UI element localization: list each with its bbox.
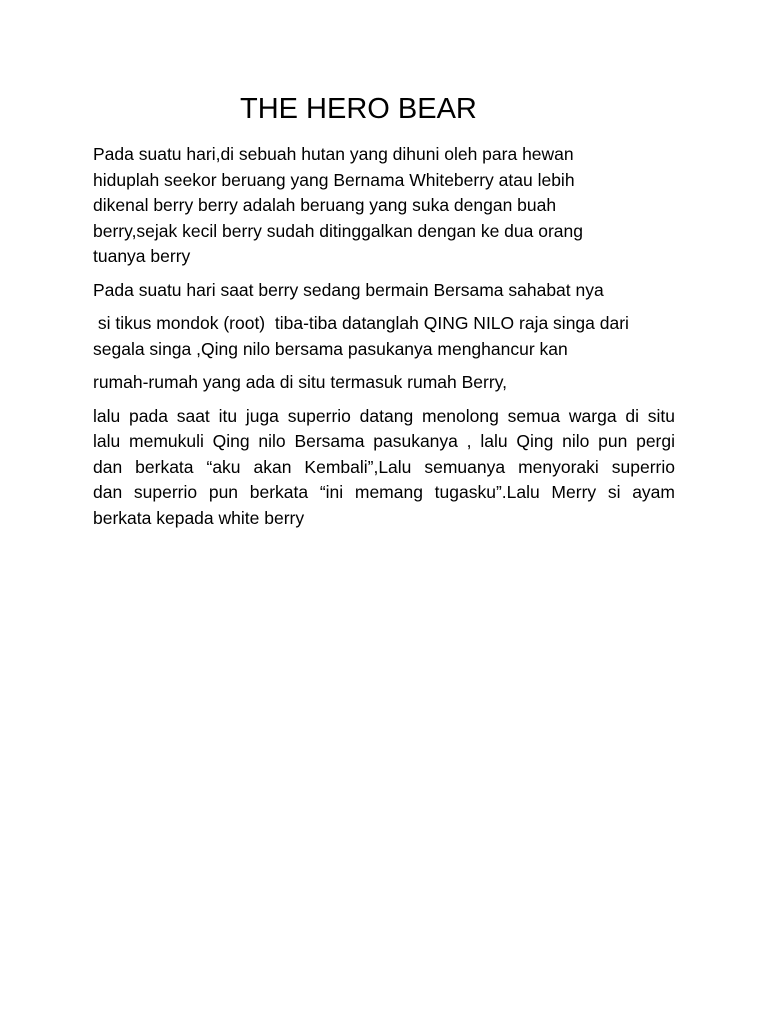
- paragraph-line: segala singa ,Qing nilo bersama pasukanya menghancur kan: [93, 338, 568, 359]
- paragraph-line: berry,sejak kecil berry sudah ditinggalkan dengan ke dua orang: [93, 220, 583, 241]
- paragraph-2: [93, 278, 675, 304]
- paragraph-line: Pada suatu hari saat berry sedang bermain Bersama sahabat nya: [93, 279, 604, 300]
- paragraph-5: [93, 404, 675, 532]
- paragraph-line: lalu pada saat itu juga superrio datang menolong semua warga di situ: [93, 405, 675, 426]
- paragraph-line: tuanya berry: [93, 246, 191, 266]
- paragraph-line: Pada suatu hari,di sebuah hutan yang dihuni oleh para hewan: [93, 144, 574, 164]
- document-body: [93, 142, 675, 539]
- paragraph-4: [93, 370, 675, 396]
- paragraph-1: [93, 142, 675, 270]
- paragraph-line: hiduplah seekor beruang yang Bernama Whiteberry atau lebih: [93, 169, 575, 190]
- paragraph-line: rumah-rumah yang ada di situ termasuk rumah Berry,: [93, 372, 508, 392]
- paragraph-3: [93, 311, 675, 362]
- paragraph-line: dan superrio pun berkata “ini memang tugasku”.Lalu Merry si ayam: [93, 482, 675, 502]
- document-title: THE HERO BEAR: [240, 93, 477, 125]
- paragraph-line: berkata kepada white berry: [93, 507, 305, 528]
- paragraph-line: si tikus mondok (root) tiba-tiba datanglah QING NILO raja singa dari: [93, 313, 629, 333]
- paragraph-line: dan berkata “aku akan Kembali”,Lalu semuanya menyoraki superrio: [93, 456, 675, 477]
- paragraph-line: lalu memukuli Qing nilo Bersama pasukanya , lalu Qing nilo pun pergi: [93, 431, 675, 451]
- paragraph-line: dikenal berry berry adalah beruang yang suka dengan buah: [93, 195, 557, 215]
